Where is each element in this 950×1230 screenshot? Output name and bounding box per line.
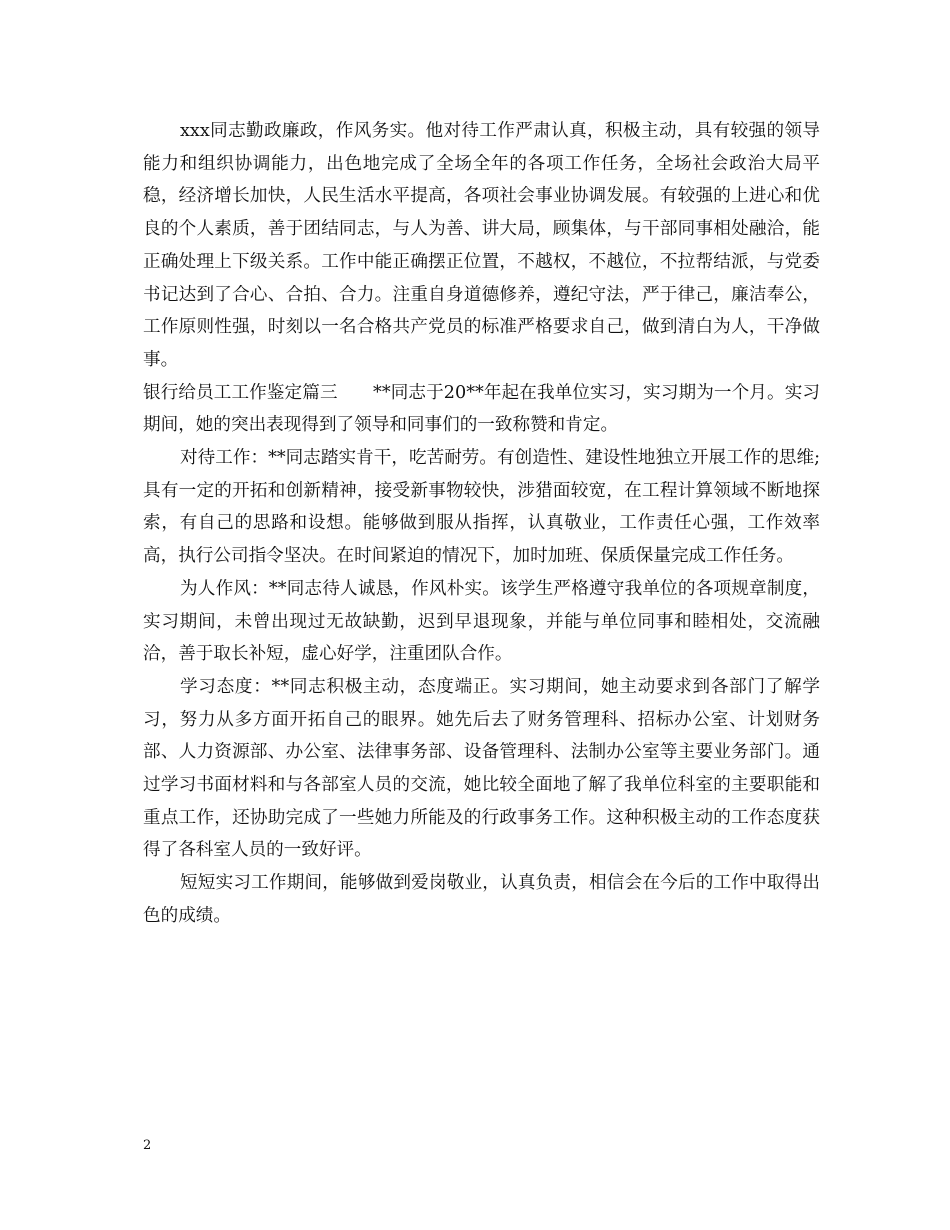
paragraph-section-three-intro: 银行给员工工作鉴定篇三 **同志于20**年起在我单位实习，实习期为一个月。实习期间，她的突出表现得到了领导和同事们的一致称赞和肯定。	[143, 382, 820, 436]
paragraph-personal-style: 为人作风：**同志待人诚恳，作风朴实。该学生严格遵守我单位的各项规章制度，实习期间，未曾出现过无故缺勤，迟到早退现象，并能与单位同事和睦相处，交流融洽，善于取长补短，虚心好学，注重团队合作。	[143, 578, 820, 665]
paragraph-conduct: xxx同志勤政廉政，作风务实。他对待工作严肃认真，积极主动，具有较强的领导能力和组织协调能力，出色地完成了全场全年的各项工作任务，全场社会政治大局平稳，经济增长加快，人民生活水平提高，各项社会事业协调发展。有较强的上进心和优良的个人素质，善于团结同志，与人为善、讲大局，顾集体，与干部同事相处融洽，能正确处理上下级关系。工作中能正确摆正位置，不越权，不越位，不拉帮结派，与党委书记达到了合心、合拍、合力。注重自身道德修养，遵纪守法，严于律己，廉洁奉公，工作原则性强，时刻以一名合格共产党员的标准严格要求自己，做到清白为人，干净做事。	[143, 121, 820, 370]
paragraph-summary: 短短实习工作期间，能够做到爱岗敬业，认真负责，相信会在今后的工作中取得出色的成绩。	[143, 873, 820, 926]
paragraph-learning-attitude: 学习态度：**同志积极主动，态度端正。实习期间，她主动要求到各部门了解学习，努力从多方面开拓自己的眼界。她先后去了财务管理科、招标办公室、计划财务部、人力资源部、办公室、法律事务部、设备管理科、法制办公室等主要业务部门。通过学习书面材料和与各部室人员的交流，她比较全面地了解了我单位科室的主要职能和重点工作，还协助完成了一些她力所能及的行政事务工作。这种积极主动的工作态度获得了各科室人员的一致好评。	[143, 676, 820, 861]
document-body	[143, 115, 820, 933]
paragraph-work-attitude: 对待工作：**同志踏实肯干，吃苦耐劳。有创造性、建设性地独立开展工作的思维;具有一定的开拓和创新精神，接受新事物较快，涉猎面较宽，在工程计算领域不断地探索，有自己的思路和设想。能够做到服从指挥，认真敬业，工作责任心强，工作效率高，执行公司指令坚决。在时间紧迫的情况下，加时加班、保质保量完成工作任务。	[143, 448, 820, 567]
page-number: 2	[143, 1138, 152, 1153]
